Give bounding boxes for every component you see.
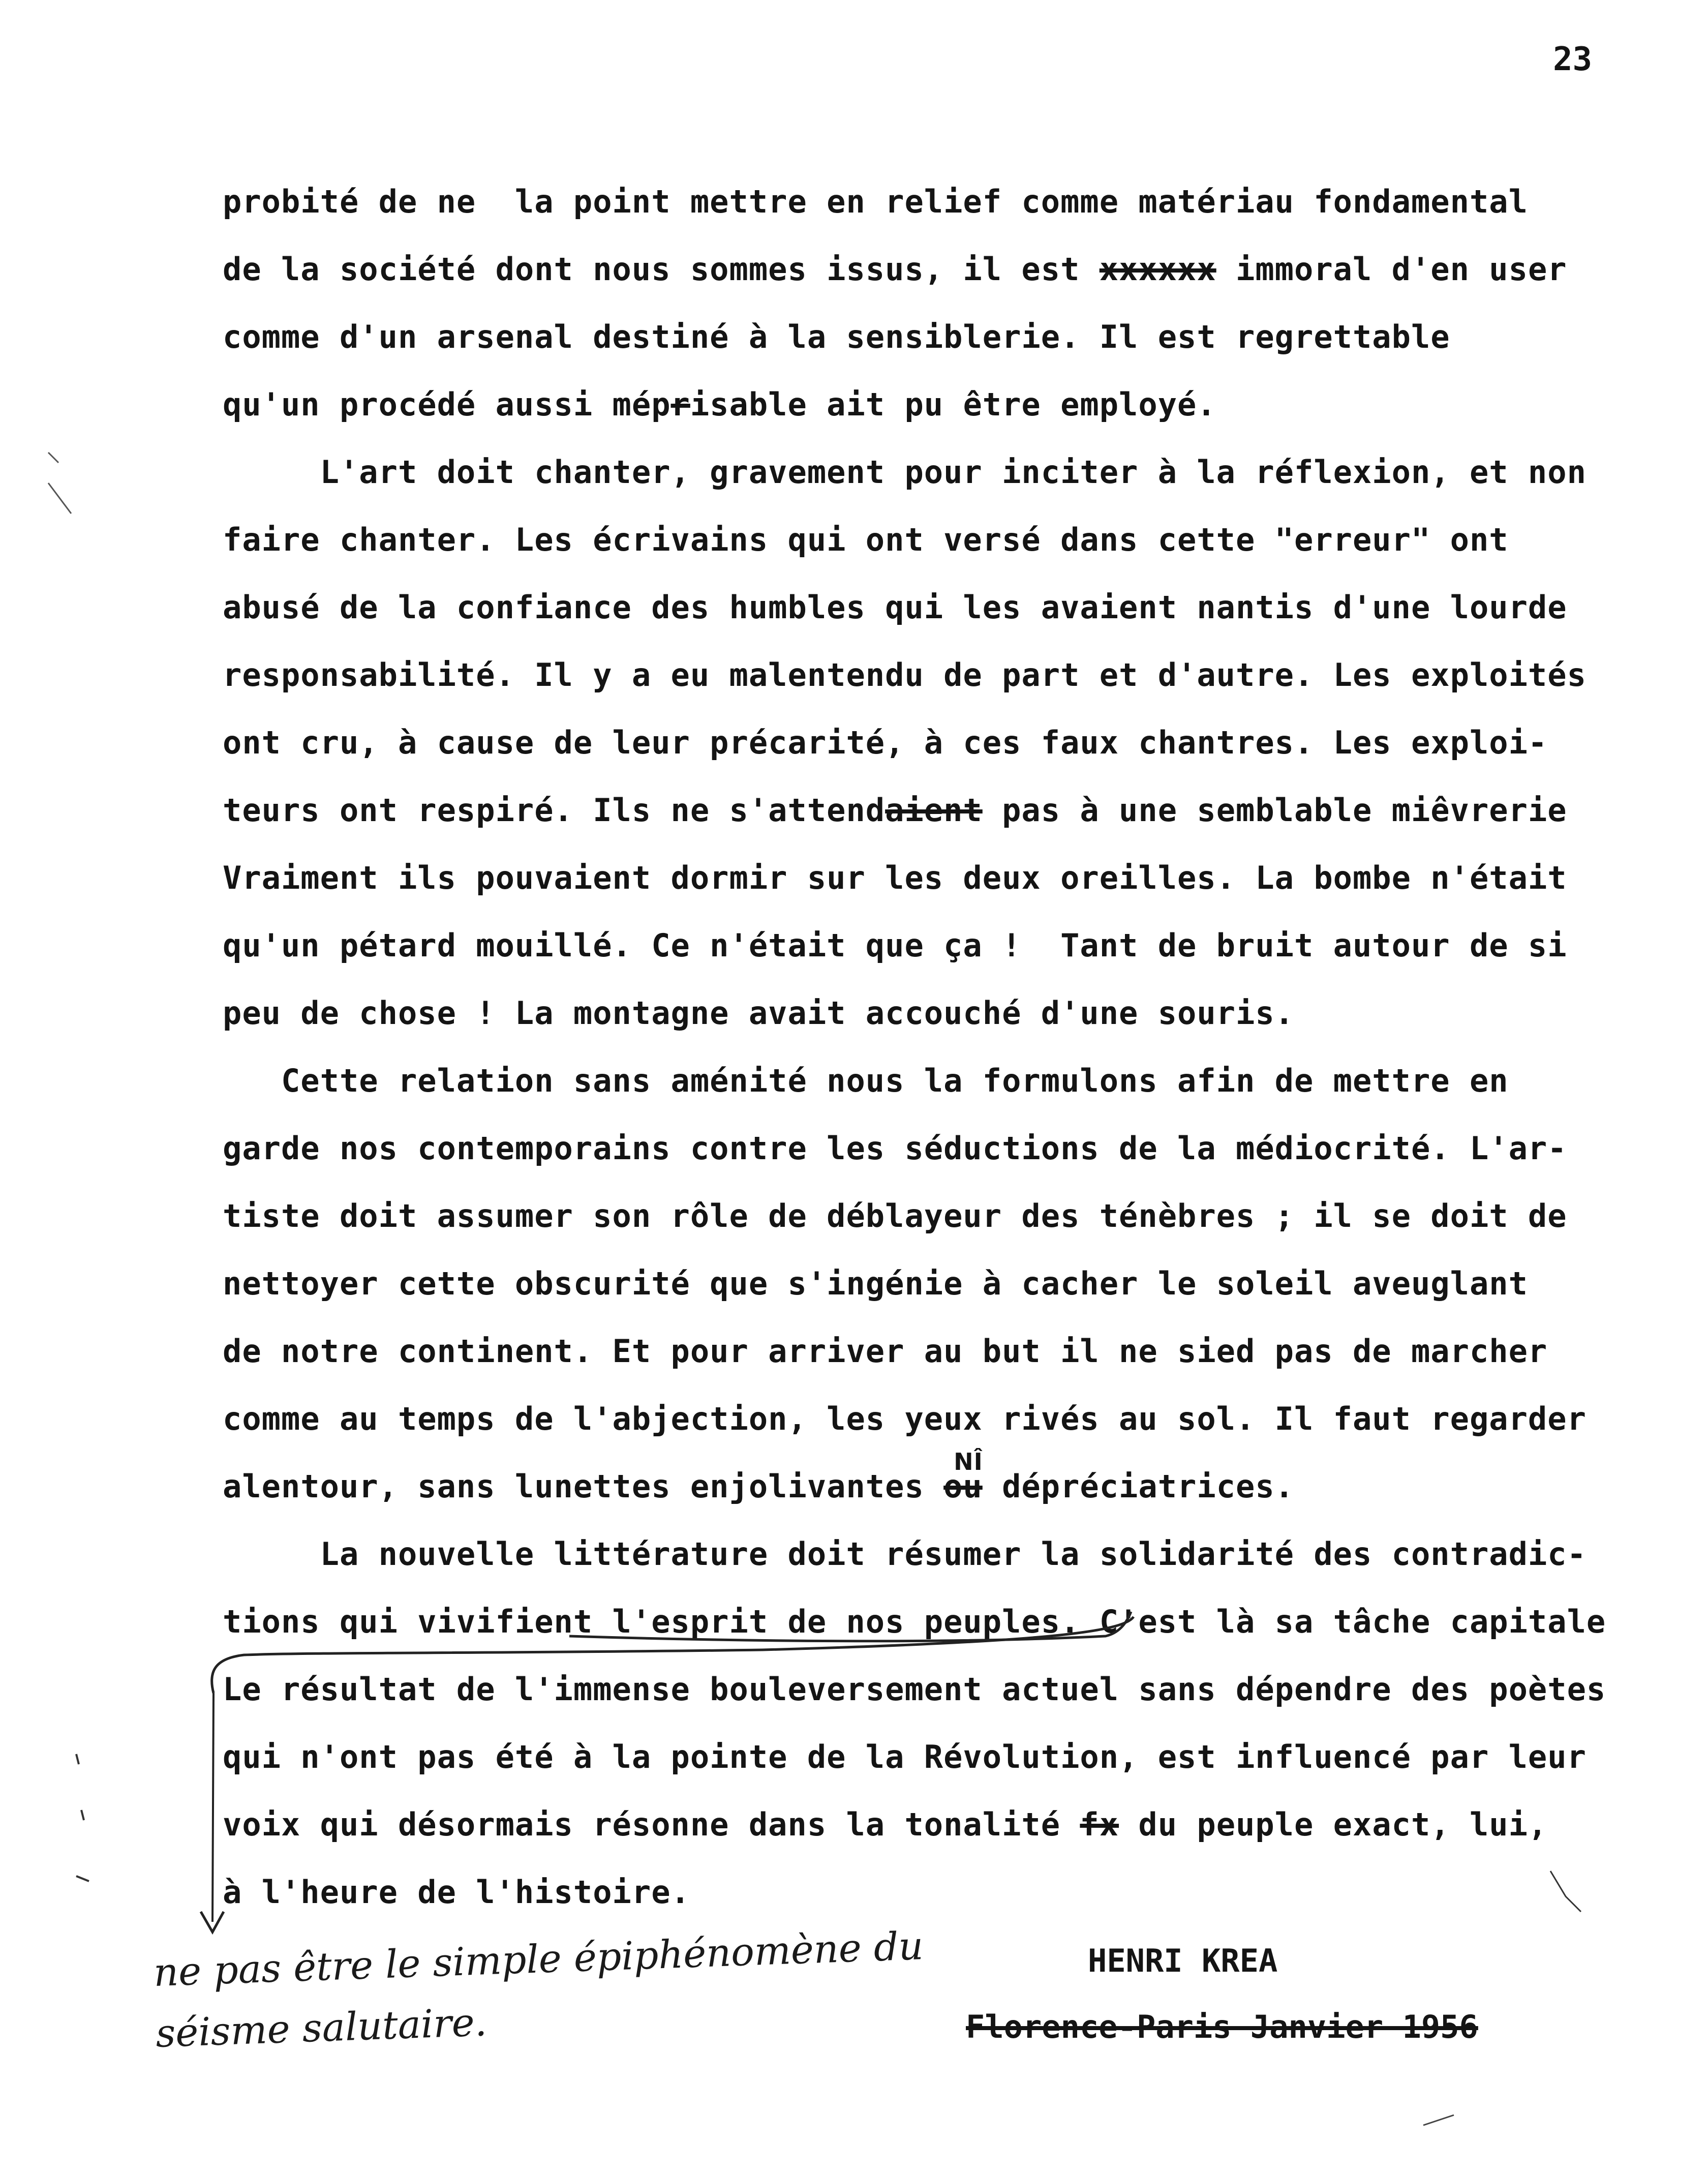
insertion-line [212,1693,214,1922]
text-line [223,1317,1646,1385]
text-segment: responsabilité. Il y a eu malentendu de part et d'autre. Les exploités [223,656,1587,693]
text-segment: comme au temps de l'abjection, les yeux rivés au sol. Il faut regarder [223,1400,1587,1437]
handwritten-annotation [152,1912,1020,2064]
text-line [223,844,1646,912]
text-segment: qui n'ont pas été à la pointe de la Révolution, est influencé par leur [223,1738,1587,1775]
text-line [223,1385,1646,1453]
text-line [223,1250,1646,1317]
text-segment: La nouvelle littérature doit résumer la solidarité des contradic- [223,1535,1587,1573]
text-segment: faire chanter. Les écrivains qui ont versé dans cette "erreur" ont [223,521,1509,558]
text-segment: L'art doit chanter, gravement pour inciter à la réflexion, et non [223,454,1587,491]
text-segment: teurs ont respiré. Ils ne s'attend [223,792,886,829]
text-line [223,979,1646,1047]
stray-mark [48,452,71,514]
text-segment: Cette relation sans aménité nous la formulons afin de mettre en [223,1062,1509,1099]
text-segment: probité de ne la point mettre en relief comme matériau fondamental [223,183,1528,220]
text-segment: de notre continent. Et pour arriver au but il ne sied pas de marcher [223,1333,1548,1370]
text-segment: à l'heure de l'histoire. [223,1874,690,1911]
text-segment: tions qui vivifient l'esprit de nos peuples. C'est là sa tâche capitale [223,1603,1606,1640]
struck-out-text: r [670,386,690,423]
text-line [223,574,1646,641]
text-segment: voix qui désormais résonne dans la tonalité [223,1806,1080,1843]
text-segment: qu'un pétard mouillé. Ce n'était que ça ! Tant de bruit autour de si [223,927,1567,964]
text-segment: alentour, sans lunettes enjolivantes [223,1468,944,1505]
text-segment: Le résultat de l'immense bouleversement actuel sans dépendre des poètes [223,1671,1606,1708]
text-line [223,641,1646,709]
text-line [223,1588,1646,1655]
text-line [223,235,1646,303]
struck-out-text [943,1448,983,1505]
text-line [223,709,1646,776]
text-segment: garde nos contemporains contre les séductions de la médiocrité. L'ar- [223,1130,1567,1167]
text-line [223,1047,1646,1114]
text-segment: pas à une semblable miêvrerie [982,792,1567,829]
struck-out-text: fx [1080,1806,1119,1843]
struck-word: ou [943,1468,983,1505]
text-line [223,438,1646,506]
handwritten-insertion: NÎ [954,1448,983,1475]
struck-place-date: Florence-Paris Janvier 1956 [966,2008,1478,2045]
handwritten-line: séisme salutaire. [155,1999,488,2056]
text-segment: peu de chose ! La montagne avait accouché d'une souris. [223,994,1294,1032]
text-line [223,1114,1646,1182]
arrow-head-icon [201,1912,224,1932]
stray-mark [76,1754,89,1881]
handwritten-line: ne pas être le simple épiphénomène du [152,1923,924,1995]
text-line [223,1520,1646,1588]
text-line [223,168,1646,235]
text-line [223,1791,1646,1858]
text-line [223,1723,1646,1791]
text-segment: nettoyer cette obscurité que s'ingénie à cacher le soleil aveuglant [223,1265,1528,1302]
text-segment: immoral d'en user [1216,251,1567,288]
text-line [223,776,1646,844]
text-segment: qu'un procédé aussi mép [223,386,671,423]
text-line [223,1655,1646,1723]
text-segment: abusé de la confiance des humbles qui les avaient nantis d'une lourde [223,589,1567,626]
text-segment: ont cru, à cause de leur précarité, à ces faux chantres. Les exploi- [223,724,1548,761]
text-segment: tiste doit assumer son rôle de déblayeur des ténèbres ; il se doit de [223,1197,1567,1234]
author-signature: HENRI KREA [1088,1942,1278,1979]
text-segment: comme d'un arsenal destiné à la sensiblerie. Il est regrettable [223,318,1450,355]
text-line [223,303,1646,371]
page-number: 23 [1553,41,1593,78]
text-segment: de la société dont nous sommes issus, il est [223,251,1100,288]
text-line [223,506,1646,574]
text-segment: Vraiment ils pouvaient dormir sur les deux oreilles. La bombe n'était [223,859,1567,896]
stray-mark [1423,2115,1454,2125]
struck-out-text: xxxxxx [1099,251,1216,288]
text-segment: isable ait pu être employé. [690,386,1216,423]
struck-out-text: aient [885,792,983,829]
text-line [223,1448,1646,1520]
text-segment: du peuple exact, lui, [1119,1806,1548,1843]
typed-body-text [223,168,1646,1926]
text-line [223,1182,1646,1250]
text-line [223,912,1646,979]
text-segment: dépréciatrices. [982,1468,1294,1505]
text-line [223,371,1646,438]
